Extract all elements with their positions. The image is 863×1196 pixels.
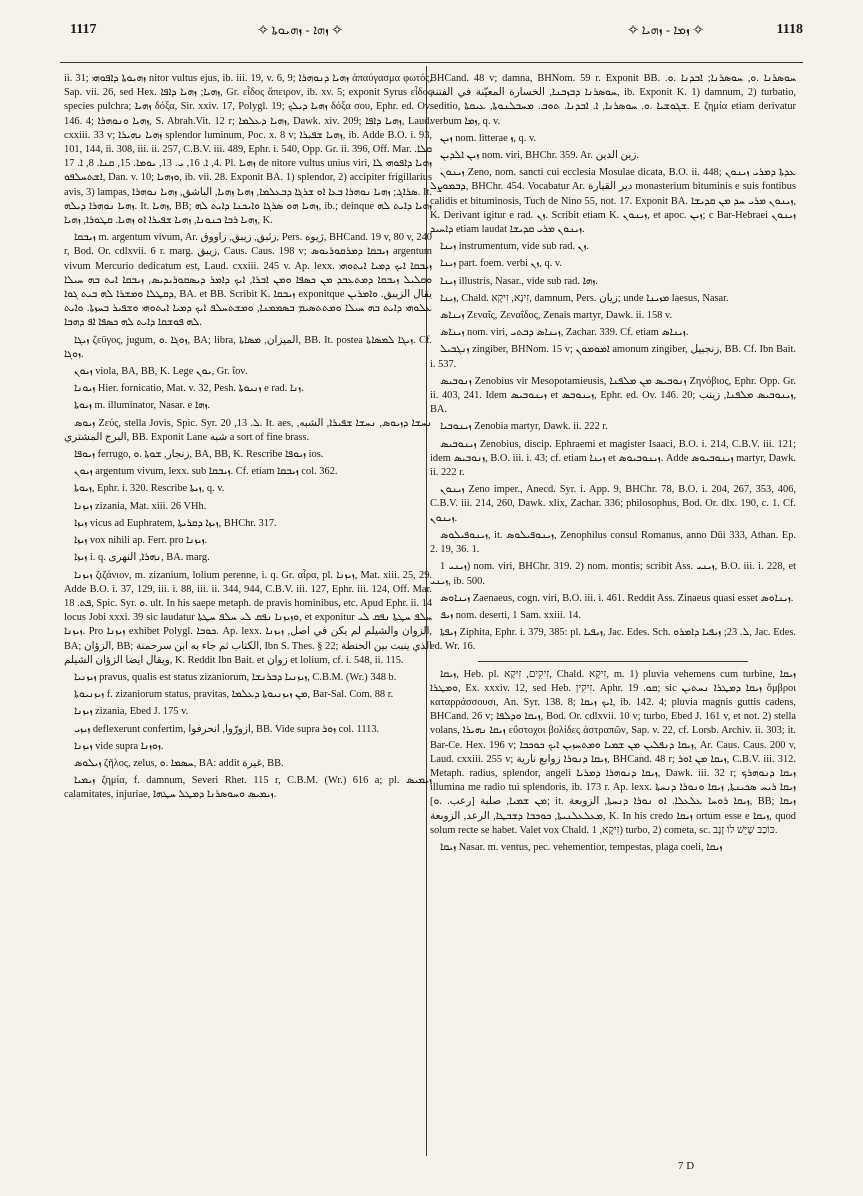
page-header	[58, 22, 805, 46]
dictionary-entry: ܙܝܩܐ, Heb. pl. זִיקִים, זִיקָא, Chald. זִיקָא, m. 1) pluvia vehemens cum turbine, ܙܝܩܐ ܘܡܛܪܐ, Ex. xxxiv. 12, sed Heb. זִיקִין. Aphr. ܩܘ. 19; sic ܙܝܩܐ ܕܡܛܪܐ ܢܚܬܝܢ ὄμβροι καταρράσσουσι, An. Syr. 138. 8; ܐܝܟ ܙܝܩܐ, ib. 142. 4; pluvia magnis guttis cadens, BHCand. 26 v; ܙܝܩܐ ܘܕܠܦܐ, Bod. Or. cdlxvii. 10 v; turbo, Ebed J. 161 v, et not. 2) stella volans, ܙܝܩܐ ܢܗܝܪܐ εὔστοχοι βολίδες ἀστραπῶν, Sap. v. 22, cf. Lorsb. Archiv. ii. 303; it. Bar-Ce. Hex. 196 v; ܙܝܩܐ ܕܢܦܠܝܢ ܡܢ ܫܡܝܐ ܘܡܬܚܙܝܢ ܐܝܟ ܟܘܟܒܐ, Ar. Caus. Caus. 200 v, Laud. cxxiii. 255 v; ܙܝܩܐ ܕܢܘܪܐ زوابع نارية, BHCand. 48 r; ܙܝܩܐ ܡܢ ܐܘܪ, C.B.V. iii. 312. Metaph. radius, splendor, angeli ܙܝܩܐ ܕܢܘܗܪܐ ܕܡܪܝܐ, Dawk. iii. 32 r; ܙܝܩܐ ܕܢܘܗܪܟ illumina me radio tui splendoris, ib. 173 r. Ap. lexx. ܙܝܩܐ ܪܝܚ ܣܟܝܢܬܐ, ܙܝܩܐ ܘܢܘܪܐ ܕܢܚܬܐ ܡܢ ܫܡܝܐ, صلبة [رعب. .ܘ]; it. ܙܝܩܐ ܪܘܚܐ ܥܠܥܠܐ. ܐܘ ܢܘܪܐ ܕܢܚܬܐ, الزوبعة, BB; ܙܝܩܐ ܡܥܠܥܠܢܝܬܐ, ܟܘܟܒܐ ܕܫܒܛܐ, الرعد, الزوبعة, K. In his credo ܙܝܩܐ ortum esse e ܙܝܩܐ, quod solum recte se habet. Valet vox Chald. זִיקָא, 1) turbo, 2) cometa, sc. כּוֹכַב שֶׁיֵּשׁ לוֹ זָנָב.	[430, 668, 797, 836]
dictionary-entry: ܙܝܒܩܐ m. argentum vivum, Ar. زئبق, زيبق, زاووق, Pers. ژیوه, BHCand. 19 v, 80 v, 240 r, Bod. Or. cdlxvii. 6 r. marg. زيبق, Caus. Caus. 198 v; ܙܝܒܩܐ ܕܡܪܩܘܪܝܘܣ argentum vivum Mercurio dedicatum est, Laud. cxxiii. 245 v. Ap. lexx. ܙܝܒܩܐ ܐܝܟ ܕܡܝܐ ܐܝܬܘܗܝ ܘܩܠܝܠ ܙܝܒܩܐ ܕܡܬܥܒܕ ܡܢ ܟܣܦܐ ܘܡܢ ܐܒܪܐ, ܐܝܟ ܕܐܡܪ ܕܝܣܩܘܪܝܕܝܣ, ܙܝܒܩܐ ܐܝܬ ܒܗ ܚܝܠܐ ܕܩܛܠܐ ܘܡܫܪܐ ܠܗ ܒܝܬ ܓܘܐ, BA. et BB. Scribit K. ܙܝܒܩܐ exponitque يقال الزيبق. ܘܐܡܪܝܢ ܥܠܘܗܝ ܕܐܝܬ ܒܗ ܚܝܠܐ ܘܡܬܬܣܝܡ ܒܣܡܡܢܐ, ܘܡܫܬܚܠܦ ܐܝܟ ܕܡܝܐ ܐܝܬܘܗܝ ܘܫܦܝܪ ܒܚܙܬܐ. ܘܐܝܬ ܠܗ ܦܘܫܩܐ ܕܐܝܬ ܠܗ ܟܣܦܐ ܐܦ ܕܗܒܐ.	[64, 232, 433, 329]
left-running-head: ✧ ܙܗܐ - ܙܗܝܘܬܐ ✧	[258, 22, 343, 37]
dictionary-entry: ܙܝܙܢܐ zizania, Ebed J. 175 v.	[74, 706, 189, 718]
dictionary-entry: ܙܝܙܢܐ zizania, Mat. xiii. 26 VHh.	[74, 500, 207, 512]
dictionary-entry: ܙܝܢܐ part. foem. verbi ܙܢ, q. v.	[440, 258, 563, 270]
right-running-head: ✧ ܙܡܐ - ܙܗܝܐ ✧	[628, 22, 704, 37]
signature-mark: 7 D	[678, 1160, 695, 1172]
dictionary-entry: ܙܝܢܐܣ Ζεναΐς, Ζεναΐδος, Zenais martyr, Dawk. ii. 158 v.	[440, 310, 673, 322]
dictionary-entry: ܙܝܢ ܐܠܕܝܢ nom. viri, BHChr. 359. Ar. زين الدين.	[440, 150, 639, 162]
right-column	[430, 72, 796, 858]
dictionary-entry: ܙܝܙܝ deflexerunt confertim, ازورّوا, انحرفوا, BB. Vide supra ܙܘܪ col. 1113.	[74, 723, 380, 735]
dictionary-entry: ܙܝܦܬܐ Ziphita, Ephr. i. 379, 385: pl. ܙܝܦܝܐ, Jac. Edes. Sch. ܠ. 23; ܙܝܦܝܐ ܕܐܡܪܘ, Jac. Edes. ed. Wr. 16.	[430, 627, 797, 653]
dictionary-entry: ܙܝܢܘܒܝܣ Zenobius, discip. Ephraemi et magister Isaaci, B.O. i. 214, C.B.V. iii. 121; idem ܙܢܘܒܝܣ, B.O. iii. i. 43; cf. etiam ܙܝܢܐ et ܙܝܢܘܒܝܘܣ. Adde ܙܝܢܘܒܝܘܣ martyr, Dawk. ii. 222 r.	[430, 438, 796, 479]
dictionary-entry: ܙܝܢܐ illustris, Nasar., vide sub rad. ܙܗܐ.	[440, 275, 598, 287]
dictionary-entry: ܙܝܙܐ vicus ad Euphratem, ܙܝܙܐ ܕܩܪܝܬܐ, BHChr. 317.	[74, 517, 277, 529]
left-page-number: 1117	[70, 22, 97, 37]
dictionary-entry: ܙܝܙܢܝܘܬܐ f. zizaniorum status, pravitas, ܡܢ ܙܝܙܢܝܘܬܐ ܕܥܠܡܐ, Bar-Sal. Com. 88 r.	[74, 689, 394, 701]
dictionary-entry: ܙܝܙܢܐ ζιζάνιον, m. zizanium, lolium perenne, i. q. Gr. αἶρα, pl. ܙܝܙܢܐ, Mat. xiii. 25, 29. Adde B.O. i. 37, 129, iii. i. 88, iii. ii. 344, 944, C.B.V. iii. 127, Ephr. iii. 124, Off. Mar. ܦܬ. 18, Spic. Syr. ܘ. ult. In his saepe metaph. de pravis hominibus, etc. Apud Ephr. ii. 14 locus Jobi xxxi. 39 sic laudatur ܘܙܝܙܢܐ ܢܦܩ ܠܝ ܚܠܦ ܚܛܬܐ, et exponitur ܚܠܦ ܚܛܬܐ ܢܦܩ ܠܝ ܙܝܙܢܐ. Pro ܙܝܙܢܐ exhibet Polygl. ܟܘܒܐ. Ap. lexx. الزوان والشيلم لم يكن في اصل, ܙܝܙܢܐ, BA; الزؤان, BB; الكتاب ثم جاء به ابن سرحمنة, Ibn S. Thes. § 22; الذي ينبت بين الحنطة ويقال ايضا الزؤان الشيلم, K. Reddit Ibn Bait. et زوان et lolium, cf. i. 548, ii. 115.	[64, 569, 433, 666]
dictionary-entry: ܙܝܘܬܐ, Ephr. i. 320. Rescribe ܙܝܬܐ, q. v.	[74, 483, 225, 495]
dictionary-entry: ܙܝܢ nom. litterae ܙ, q. v.	[440, 132, 537, 144]
dictionary-entry: ܙܝܡܝܐ ζημία, f. damnum, Severi Rhet. 115 r, C.B.M. (Wr.) 616 a; pl. ܙܝܡܝܣ calamitates, injuriae, ܙܝܡܝܣ ܘܚܘܣܪܢܐ ܕܡܛܠ ܚܛܗܐ.	[64, 775, 432, 801]
dictionary-entry: ܙܝܙܢܐ vide supra ܙܘܙܢܐ.	[74, 740, 164, 752]
dictionary-entry: ܙܝܢܘܢ Zeno imper., Anecd. Syr. i. App. 9, BHChr. 78, B.O. i. 204, 267, 353, 406, C.B.V. iii. 214, 260, Dawk. xlix, Zachar. 336; philosophus, Bod. Or. dlx. 190, c. 1. Cf. ܙܝܢܘܢ.	[430, 484, 796, 524]
dictionary-entry: ܙܝܢܘܒܝܐ Zenobia martyr, Dawk. ii. 222 r.	[440, 421, 608, 433]
dictionary-entry: ܙܝܢܐܘܣ Zaenaeus, cogn. viri, B.O. iii. i. 461. Reddit Ass. Zinaeus quasi esset ܙܝܢܐܘܣ.	[440, 592, 794, 604]
dictionary-entry: ܙܝܙܢܝܐ pravus, qualis est status zizaniorum, ܙܝܙܢܝܐ ܕܒܪܢܫܐ, C.B.M. (Wr.) 348 b.	[74, 671, 397, 683]
dictionary-entry: ܙܢܘܒܝܣ Zenobius vir Mesopotamieusis, ܙܢܘܒܝܣ ܡܢ ܡܠܦܢܐ Ζηνόβιος, Ephr. Opp. Gr. ii. 403, 241. Idem ܙܝܢܘܒܝܣ et ܙܝܢܘܒܣ, Ephr. ed. Ov. 146. 20; ܙܝܢܘܒܝܣ ܡܠܦܢܐ, زينب, BA.	[430, 375, 796, 416]
dictionary-entry: ܙܝܢܘܦܝܠܘܣ, it. ܙܝܢܘܦܝܠܘܣ, Zenophilus consul Romanus, anno Dūi 333, Athan. Ep. 2. 19, 36. 1.	[430, 529, 796, 556]
dictionary-entry: ܙܝܘܢ viola, BA, BB, K. Lege ܝܘܢ, Gr. ἴον.	[74, 366, 248, 378]
dictionary-entry: ܙܝܘܦܐ ferrugo, زنجار, ܫܘܬܐ .ܘ, BA, BB, K. Rescribe ܙܝܘܦܐ ios.	[74, 449, 324, 461]
dictionary-entry: ܙܝܢܘܢ Zeno, nom. sancti cui ecclesia Mosulae dicata, B.O. ii. 448; ܥܕܬܐ ܕܡܪܝ ܙܝܢܘܢ ܕܒܡܘܨܠ, BHChr. 454. Vocabatur Ar. دير القيارة monasterium bituminis e suis fontibus calidis et bituminosis, Tuch de Nino 55, not. 17. Exponit BA. ܙܝܢܘܢ ܡܪܝ ܚܕ ܡܢ ܩܕܝܫܐ, K. Derivant igitur e rad. ܙܢ. Scribit etiam K. ܙܝܢܘܢ, et apoc. ܙܝܢ; c Bar-Hebraei ܙܝܢܘܢ ܕܐܚܝܕ etiam laudat ܙܝܢܘܢ ܡܪܝ ܩܕܝܫܐ.	[430, 167, 796, 236]
dictionary-entry: BHCand. 48 v; damna, BHNom. 59 r. Exponit BB. ܚܘܣܪܢܐ .ܘ, ܚܘܣܪܢܐ; ܐܒܕܢܐ .ܘ. ܚܘܣܪܢܐ ܕܒܙܒܢܐ, الخسارة المعيّنة في الفتنة, ib. Exponit K. 1) damnum, 2) turbatio, seditio, ܫܓܘܫܝܐ .ܘ. ܚܘܣܪܢܐ, ܐ. ܐܒܕܢܐ. ܬܘܒ. ܡܚܒܠܢܘܬܐ, ܥܝܩܬܐ. E ζημία etiam derivatur verbum ܙܡܐ, q. v.	[430, 73, 797, 127]
dictionary-entry: ܙܝܦ nom. deserti, 1 Sam. xxiii. 14.	[440, 609, 581, 621]
header-rule	[60, 62, 803, 63]
dictionary-entry: ܙܢܓܒܝܠ zingiber, BHNom. 15 v; ܐܡܘܡܘܢ amonum zingiber, زنجبيل, BB. Cf. Ibn Bait. i. 537.	[430, 344, 797, 370]
right-page-number: 1118	[776, 22, 803, 37]
dictionary-entry: ܙܝܘܢܐ Hier. fornicatio, Mat. v. 32, Pesh. ܙܢܝܘܬܐ e rad. ܙܢܐ.	[74, 383, 304, 395]
dictionary-entry: ܙܝܢܐܣ nom. viri, ܙܝܢܐܣ ܕܒܬܝ, Zachar. 339. Cf. etiam ܙܝܢܐܣ.	[440, 327, 689, 339]
dictionary-entry: ܙܝܙܐ i. q. ܢܗܪܐ, النهرى, BA. marg.	[74, 552, 210, 564]
dictionary-entry: ܙܝܙܐ vox nihili ap. Ferr. pro ܙܝܙܢܐ.	[74, 535, 208, 547]
left-column	[64, 72, 432, 806]
dictionary-entry: ܙܝܘܢ argentum vivum, lexx. sub ܙܝܒܩܐ. Cf. etiam ܙܝܒܩܐ col. 362.	[74, 466, 338, 478]
section-rule	[478, 661, 748, 662]
dictionary-entry: ܙܝܘܬܐ m. illuminator, Nasar. e ܙܗܐ.	[74, 400, 211, 412]
dictionary-entry: ܙܝܩܐ Nasar. m. ventus, pec. vehementior, tempestas, plaga coeli, ܙܝܩܐ	[440, 841, 723, 853]
dictionary-entry: ܙܝܘܣ Ζεύς, stella Jovis, Spic. Syr. ܠ. 13, 20. It. aes, ܢܚܫܐ ܕܙܝܘܣ, ܢܚܫܐ ܫܦܝܪܐ, الشبه, البرج المشتري, BB. Exponit Lane شبه a sort of fine brass.	[64, 417, 433, 443]
dictionary-entry: ܙܝܢܐ instrumentum, vide sub rad. ܙܢ.	[440, 241, 589, 253]
dictionary-entry: ܙܝܓܐ ζεῦγος, jugum, ܙܘܓܐ .ܘ, BA; libra, الميزان, ܡܣܐܬܐ, BB. It. postea ܙܝܓܐ ܠܡܣܐܬܐ. Cf. ܙܘܓܐ.	[64, 334, 433, 360]
dictionary-entry: ܙܝܢܝ 1) nom. viri, BHChr. 319. 2) nom. montis; scribit Ass. ܙܝܢܝ, B.O. iii. i. 228, et ܙܝܢܝ, ib. 500.	[430, 561, 796, 587]
dictionary-entry: ܙܝܢܐ, Chald. זִינָא, זִיקָא, damnum, Pers. زیان; unde ܡܙܝܢܐ laesus, Nasar.	[440, 292, 729, 304]
dictionary-entry: ii. 31; ܙܗܝܘܬܐ ܕܐܦܘܗܝ nitor vultus ejus, ib. iii. 19, v. 6, 9; ܙܗܝܐ ܕܢܘܗܪܐ ἀπαύγασμα φωτός, Sap. vii. 26, sed Hex. ܙܗܝܐ; ܙܗܝܐ ܕܐܦܐ, Gr. εἶδος ἄπειρον, ib. xv. 5; exponit Syrus εἶδος species pulchra; ܙܗܝܐ δόξα, Sir. xxiv. 17, Polygl. 19; ܙܗܝܐ ܕܝܠܟ δόξα σου, Ephr. ed. Ov. 146. 4; ܙܗܝܐ ܘܢܘܗܪܐ, S. Abrah.Vit. 12 r; ܙܗܝܐ ܕܥܠܡܐ, Dawk. xiv. 209; ܙܗܝܐ ܕܐܦܐ, Laud. cxxiii. 33 v; ܙܗܝܐ ܢܗܝܪܐ splendor luminum, Poc. x. 8 v; ܙܗܝܐ ܫܦܝܪܐ, ib. Adde B.O. i. 93, 101, 144, ii. 308, iii. ii. 257, C.B.V. iii. 489, Ephr. i. 540, Opp. Gr. ii. 396, Off. Mar. ܩܠܐ. 4, ܐ. 16, ܝ. 13, ܝܘܡܐ. 15, ܩܢܐ. 8, ܐ. 17. Pl. ܙܗܝܐ de nitore vultus unius viri, ܙܗܝܐ ܕܐܦܘܗܝ ܠܐ ܐܫܬܚܠܦܘ, Dan. v. 10; ܘܙܗܝܐ, ib. vii. 28. Exponit BA. 1) splendor, 2) accipiter frigillarius avis, 3) lampas, ܣܪܐܓ; ܙܗܝܐ ܢܘܗܪܐ ܒܥܐ ܐܘ ܫܪܓܐ ܕܒܥܠܡܐ, ܙܗܝܐ ܙܗܝܐ, الباشق, ܙܗܝܐ ܢܘܗܪܐ. It. ܙܗܝܐ ܢܘܗܪܐ ܕܝܠܗ. It. ܙܗܝܐ, BB; ܙܗܝܐ ܗܘ ܣܪܓܐ ܘܐܝܟܢܐ ܕܐܝܬ ܠܗ, ib.; deinque ܙܗܝܐ ܕܐܝܬ ܠܗ ܙܗܝܐ ܪܒܐ ܟܢܘܢܐ, ܙܗܝܐ ܫܦܝܪܐ ܐܘ ܙܗܝܐ. ܩܛܘܪܐ, ܙܗܝܐ, K.	[64, 73, 433, 227]
dictionary-entry: ܙܝܠܘܣ ζῆλος, zelus, ܚܣܡܐ .ܘ, BA: addit غيرة, BB.	[74, 757, 284, 769]
